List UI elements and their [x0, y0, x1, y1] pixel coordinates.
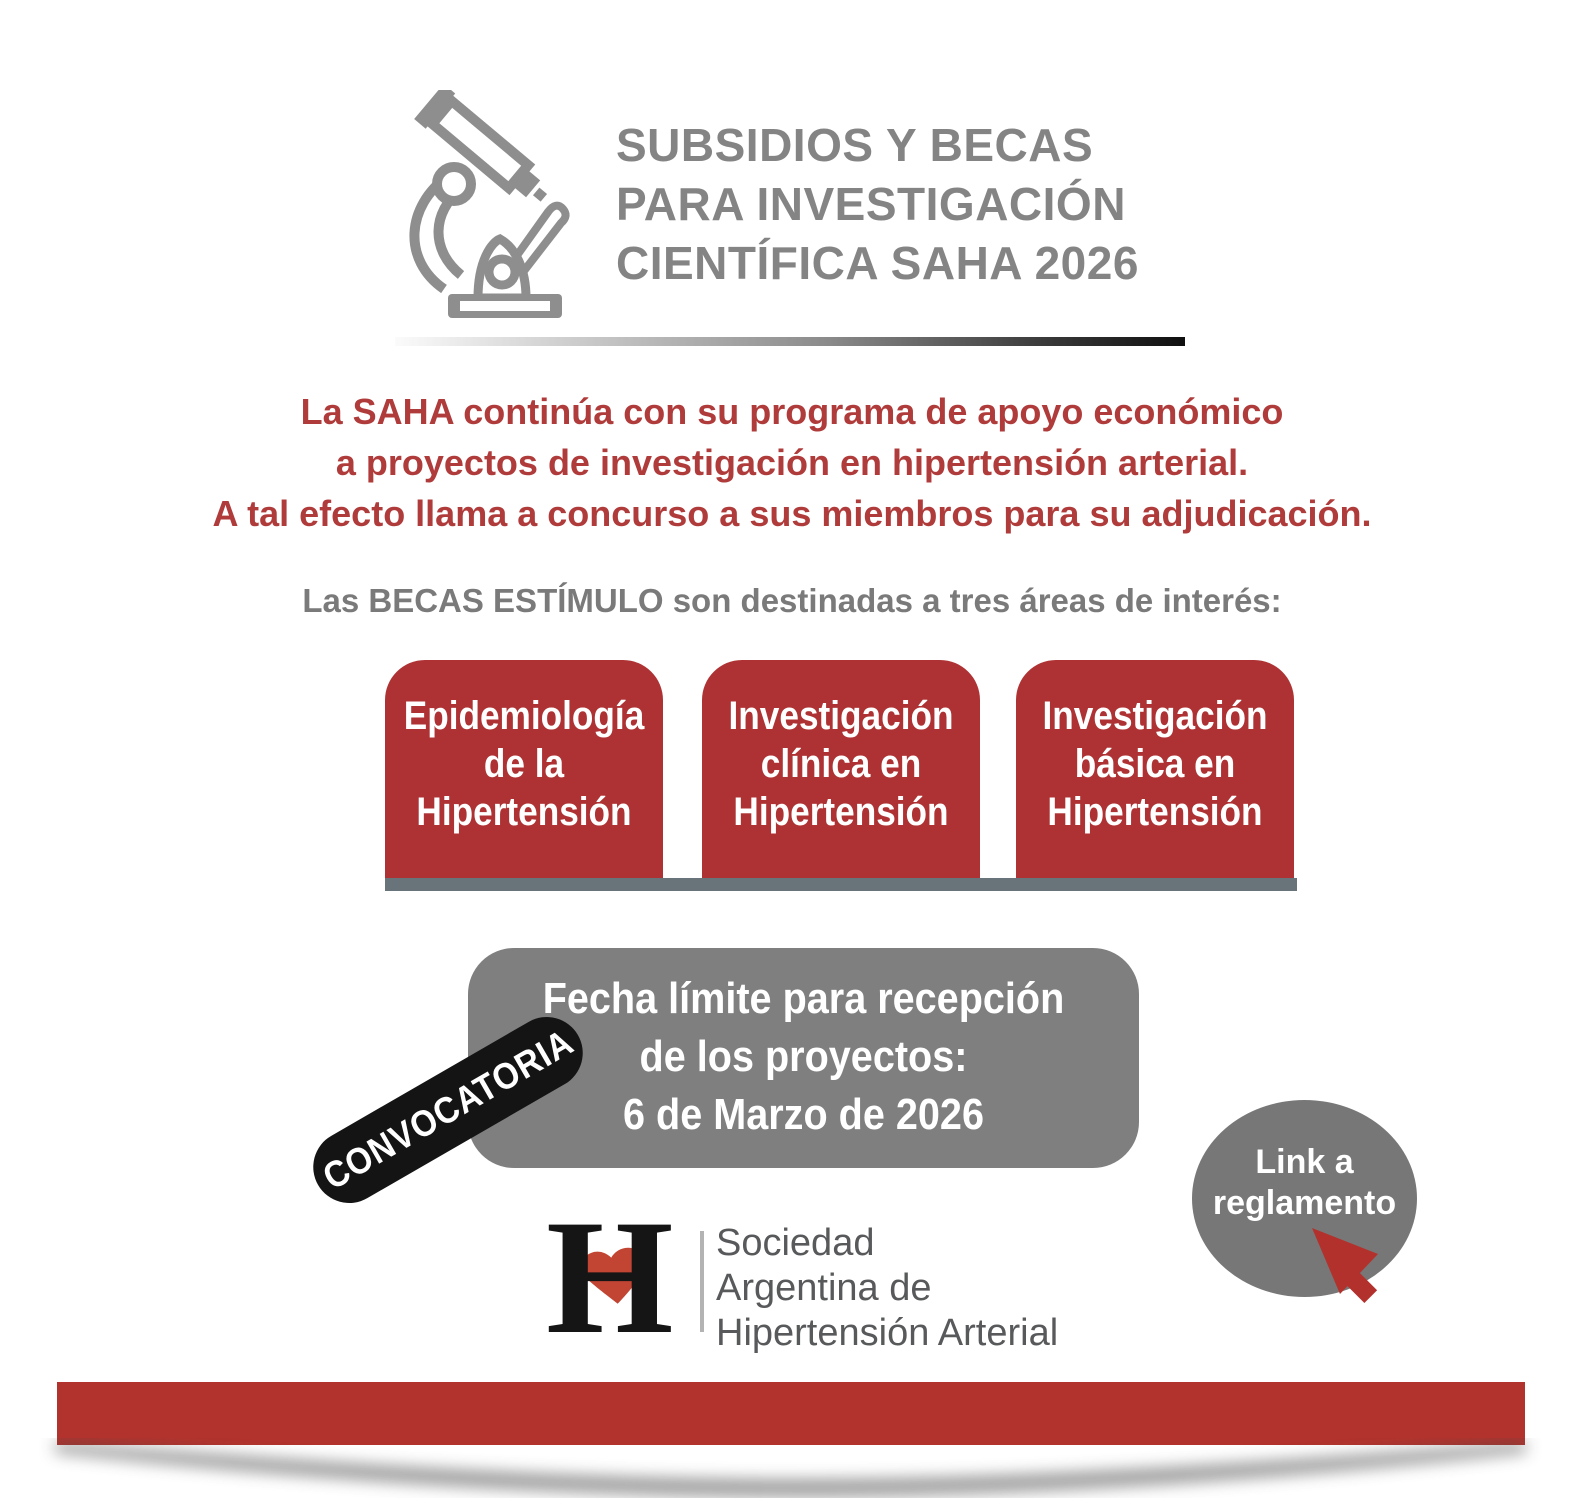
logo-org-line-3: Hipertensión Arterial	[716, 1312, 1059, 1354]
area-card-line: Epidemiología	[403, 694, 645, 738]
page-shadow	[0, 1438, 1584, 1498]
bottom-accent-bar	[57, 1382, 1525, 1445]
title-underline-rule	[395, 337, 1185, 346]
area-card-line: Investigación	[1042, 694, 1268, 738]
intro-line-1: La SAHA continúa con su programa de apoyo económico	[300, 391, 1284, 432]
area-card-line: Hipertensión	[733, 790, 949, 834]
areas-base-bar	[385, 878, 1297, 891]
title-line-1: SUBSIDIOS Y BECAS	[616, 119, 1094, 171]
logo-org-line-2: Argentina de	[716, 1267, 932, 1309]
logo-org-line-1: Sociedad	[716, 1222, 875, 1264]
area-card-epidemiologia	[385, 660, 663, 879]
areas-heading: Las BECAS ESTÍMULO son destinadas a tres áreas de interés:	[302, 582, 1282, 619]
reglamento-link-line-2: reglamento	[1212, 1184, 1397, 1222]
area-card-line: Hipertensión	[416, 790, 632, 834]
intro-line-2: a proyectos de investigación en hipertensión arterial.	[335, 442, 1249, 483]
page-title	[616, 116, 1256, 293]
microscope-icon	[396, 90, 572, 318]
convocatoria-badge-label: CONVOCATORIA	[315, 1021, 580, 1198]
area-card-line: Investigación	[728, 694, 954, 738]
area-card-line: de la	[483, 742, 565, 786]
logo-org-name	[716, 1221, 1136, 1356]
area-card-line: Hipertensión	[1047, 790, 1263, 834]
area-card-investigacion-basica	[1016, 660, 1294, 879]
deadline-line-3: 6 de Marzo de 2026	[623, 1090, 984, 1139]
area-card-investigacion-clinica	[702, 660, 980, 879]
title-line-2: PARA INVESTIGACIÓN	[616, 178, 1126, 230]
deadline-line-1: Fecha límite para recepción	[542, 974, 1065, 1023]
logo-letter-h: H	[546, 1187, 674, 1368]
title-line-3: CIENTÍFICA SAHA 2026	[616, 237, 1139, 289]
intro-line-3: A tal efecto llama a concurso a sus miembros para su adjudicación.	[212, 493, 1372, 534]
deadline-line-2: de los proyectos:	[639, 1032, 968, 1081]
logo-divider	[700, 1231, 704, 1332]
area-card-line: clínica en	[760, 742, 922, 786]
reglamento-link-line-1: Link a	[1255, 1143, 1354, 1181]
area-card-line: básica en	[1074, 742, 1236, 786]
intro-paragraph	[0, 386, 1584, 539]
cursor-icon	[1306, 1222, 1400, 1316]
